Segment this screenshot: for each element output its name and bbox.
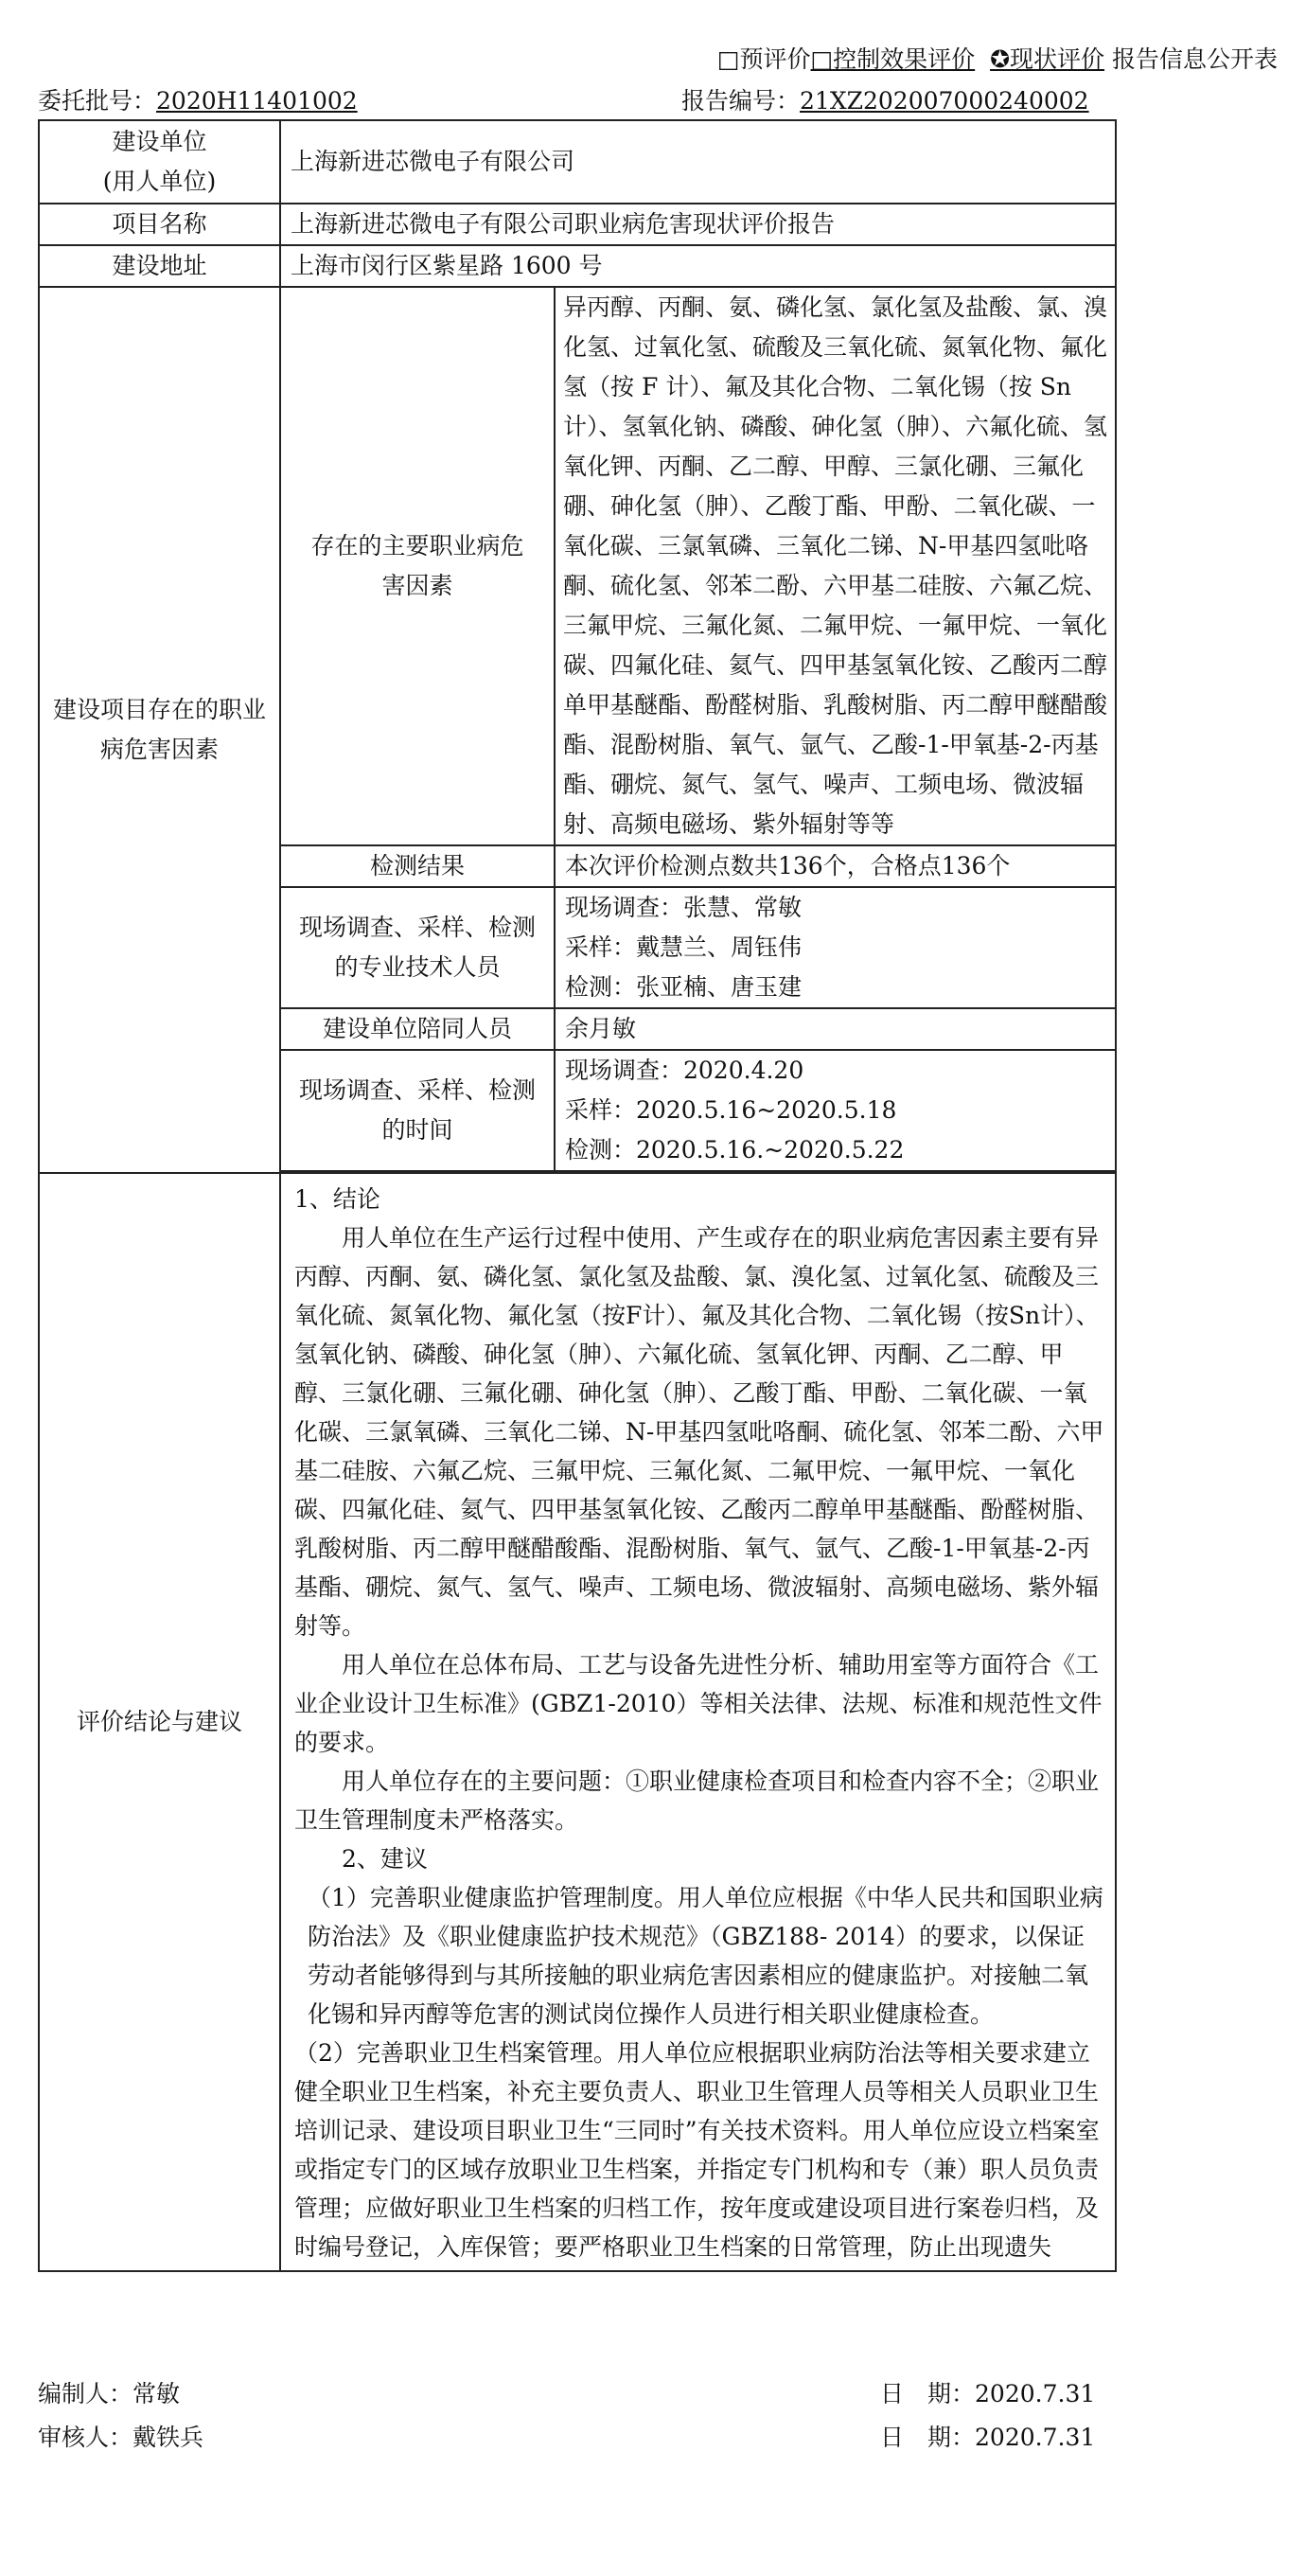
option-pre-evaluation: □预评价 <box>716 45 811 73</box>
editor-value: 常敏 <box>132 2380 181 2407</box>
row-main-hazards <box>39 287 1116 845</box>
editor-line <box>38 2376 180 2412</box>
hazards-section-label: 建设项目存在的职业病危害因素 <box>39 287 280 1173</box>
edit-date-line <box>880 2376 1095 2412</box>
staff-survey: 现场调查：张慧、常敏 <box>565 894 803 921</box>
row-conclusion <box>39 1173 1116 2271</box>
row-address <box>39 245 1116 287</box>
detection-value: 本次评价检测点数共136个，合格点136个 <box>555 845 1116 887</box>
option-status-evaluation: ✪现状评价 <box>990 45 1105 73</box>
conclusion-paragraph-2: 用人单位在总体布局、工艺与设备先进性分析、辅助用室等方面符合《工业企业设计卫生标准》(GBZ1-2010）等相关法律、法规、标准和规范性文件的要求。 <box>294 1651 1103 1756</box>
report-number <box>681 85 1089 117</box>
staff-label: 现场调查、采样、检测的专业技术人员 <box>280 887 555 1008</box>
reviewer-line <box>38 2420 203 2456</box>
row-project <box>39 204 1116 245</box>
edit-date-value: 2020.7.31 <box>975 2380 1096 2407</box>
conclusion-label: 评价结论与建议 <box>39 1173 280 2271</box>
commission-value: 2020H11401002 <box>156 87 358 115</box>
edit-date-label: 日 期： <box>880 2380 976 2407</box>
conclusion-body <box>280 1173 1116 2271</box>
accompany-label: 建设单位陪同人员 <box>280 1008 555 1050</box>
review-date-line <box>880 2420 1095 2456</box>
staff-value <box>555 887 1116 1008</box>
time-testing: 检测：2020.5.16.~2020.5.22 <box>565 1136 905 1164</box>
suggestion-heading: 2、建议 <box>342 1845 428 1873</box>
time-value <box>555 1050 1116 1171</box>
conclusion-paragraph-1: 用人单位在生产运行过程中使用、产生或存在的职业病危害因素主要有异丙醇、丙酮、氨、磷化氢、氯化氢及盐酸、氯、溴化氢、过氧化氢、硫酸及三氧化硫、氮氧化物、氟化氢（按F计）、氟及其化合物、二氧化锡（按Sn计）、氢氧化钠、磷酸、砷化氢（胂）、六氟化硫、氢氧化钾、丙酮、乙二醇、甲醇、三氯化硼、三氟化硼、砷化氢（胂）、乙酸丁酯、甲酚、二氧化碳、一氧化碳、三氯氧磷、三氧化二锑、N-甲基四氢吡咯酮、硫化氢、邻苯二酚、六甲基二硅胺、六氟乙烷、三氟甲烷、三氟化氮、二氟甲烷、一氟甲烷、一氧化碳、四氟化硅、氦气、四甲基氢氧化铵、乙酸丙二醇单甲基醚酯、酚醛树脂、乳酸树脂、丙二醇甲醚醋酸酯、混酚树脂、氧气、氩气、乙酸-1-甲氧基-2-丙基酯、硼烷、氮气、氢气、噪声、工频电场、微波辐射、高频电磁场、紫外辐射等。 <box>294 1224 1104 1640</box>
reviewer-value: 戴铁兵 <box>132 2424 204 2451</box>
report-header <box>653 44 1278 76</box>
unit-label <box>39 120 280 204</box>
project-value: 上海新进芯微电子有限公司职业病危害现状评价报告 <box>280 204 1116 245</box>
disclosure-table <box>38 119 1117 2272</box>
accompany-value: 余月敏 <box>555 1008 1116 1050</box>
option-control-effect: □控制效果评价 <box>810 45 976 73</box>
detection-label: 检测结果 <box>280 845 555 887</box>
row-unit <box>39 120 1116 204</box>
conclusion-paragraph-3: 用人单位存在的主要问题：①职业健康检查项目和检查内容不全；②职业卫生管理制度未严格落实。 <box>294 1768 1100 1834</box>
unit-value: 上海新进芯微电子有限公司 <box>280 120 1116 204</box>
commission-label: 委托批号： <box>38 87 157 115</box>
suggestion-paragraph-2: （2）完善职业卫生档案管理。用人单位应根据职业病防治法等相关要求建立健全职业卫生档案，补充主要负责人、职业卫生管理人员等相关人员职业卫生培训记录、建设项目职业卫生“三同时”有关技术资料。用人单位应设立档案室或指定专门的区域存放职业卫生档案，并指定专门机构和专（兼）职人员负责管理；应做好职业卫生档案的归档工作，按年度或建设项目进行案卷归档，及时编号登记，入库保管；要严格职业卫生档案的日常管理，防止出现遗失 <box>294 2039 1100 2261</box>
time-sampling: 采样：2020.5.16~2020.5.18 <box>565 1096 897 1124</box>
header-title-suffix: 报告信息公开表 <box>1111 45 1278 73</box>
unit-label-line2: (用人单位) <box>102 168 217 195</box>
staff-testing: 检测：张亚楠、唐玉建 <box>565 973 803 1001</box>
conclusion-heading: 1、结论 <box>294 1185 380 1213</box>
reviewer-label: 审核人： <box>38 2424 133 2451</box>
address-label: 建设地址 <box>39 245 280 287</box>
address-value: 上海市闵行区紫星路 1600 号 <box>280 245 1116 287</box>
main-hazards-value: 异丙醇、丙酮、氨、磷化氢、氯化氢及盐酸、氯、溴化氢、过氧化氢、硫酸及三氧化硫、氮氧化物、氟化氢（按 F 计）、氟及其化合物、二氧化锡（按 Sn 计）、氢氧化钠、磷酸、砷化氢（胂）、六氟化硫、氢氧化钾、丙酮、乙二醇、甲醇、三氯化硼、三氟化硼、砷化氢（胂）、乙酸丁酯、甲酚、二氧化碳、一氧化碳、三氯氧磷、三氧化二锑、N-甲基四氢吡咯酮、硫化氢、邻苯二酚、六甲基二硅胺、六氟乙烷、三氟甲烷、三氟化氮、二氟甲烷、一氟甲烷、一氧化碳、四氟化硅、氦气、四甲基氢氧化铵、乙酸丙二醇单甲基醚酯、酚醛树脂、乳酸树脂、丙二醇甲醚醋酸酯、混酚树脂、氧气、氩气、乙酸-1-甲氧基-2-丙基酯、硼烷、氮气、氢气、噪声、工频电场、微波辐射、高频电磁场、紫外辐射等等 <box>555 287 1116 845</box>
commission-number <box>38 85 358 117</box>
suggestion-paragraph-1: （1）完善职业健康监护管理制度。用人单位应根据《中华人民共和国职业病防治法》及《职业健康监护技术规范》（GBZ188- 2014）的要求，以保证劳动者能够得到与其所接触的职业病危害因素相应的健康监护。对接触二氧化锡和异丙醇等危害的测试岗位操作人员进行相关职业健康检查。 <box>308 1884 1103 2028</box>
editor-label: 编制人： <box>38 2380 133 2407</box>
review-date-label: 日 期： <box>880 2424 976 2451</box>
unit-label-line1: 建设单位 <box>112 128 207 155</box>
staff-sampling: 采样：戴慧兰、周钰伟 <box>565 933 803 961</box>
time-label: 现场调查、采样、检测的时间 <box>280 1050 555 1171</box>
report-value: 21XZ202007000240002 <box>800 87 1089 115</box>
time-survey: 现场调查：2020.4.20 <box>565 1057 804 1084</box>
project-label: 项目名称 <box>39 204 280 245</box>
review-date-value: 2020.7.31 <box>975 2424 1096 2451</box>
main-hazards-label: 存在的主要职业病危害因素 <box>280 287 555 845</box>
report-label: 报告编号： <box>681 87 801 115</box>
